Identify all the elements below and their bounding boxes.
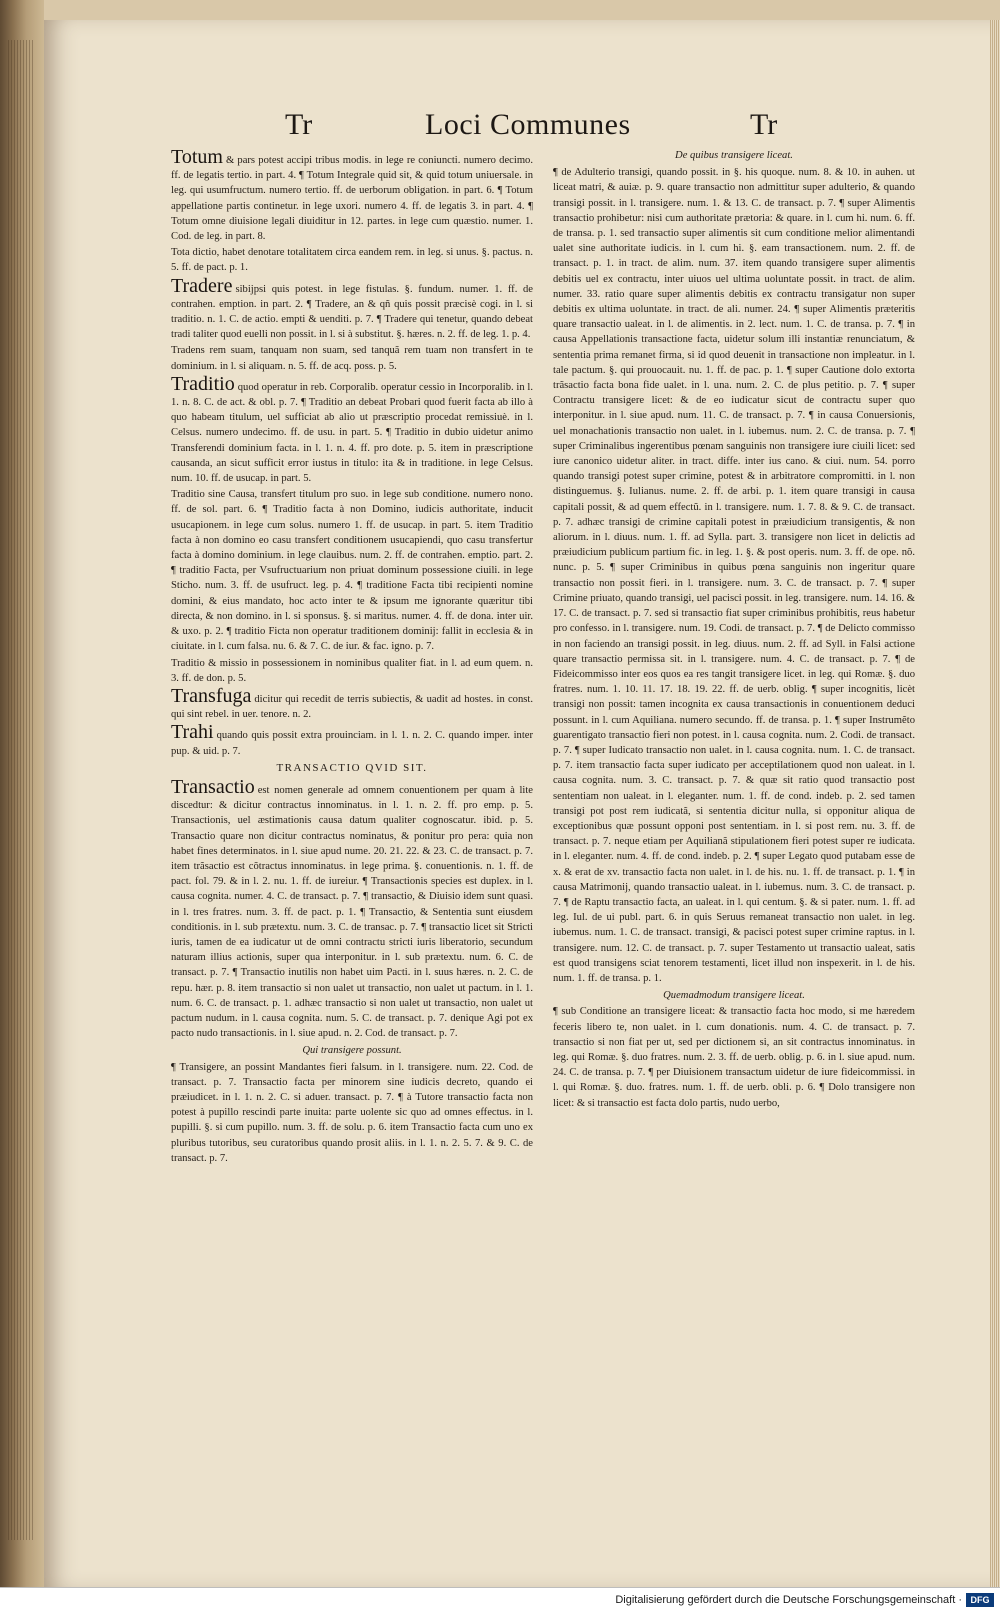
entry-headword: Traditio [171, 372, 235, 395]
left-text-column [171, 148, 533, 1278]
index-entry [171, 775, 533, 1041]
entry-text: sibijpsi quis potest. in lege fistulas. §. fundum. numer. 1. ff. de contrahen. emption. in part. 2. ¶ Tradere, an & qñ quis possit præcisè cogi. in l. si traditio. n. 1. C. de actio. empti & uenditi. p. 7. ¶ Tradere qui tenetur, quando debeat tradi taliter quod euelli non possit. in l. si à substitut. §. hæres. n. 2. ff. de leg. 1. p. 4. [171, 283, 533, 341]
index-entry [553, 1004, 915, 1110]
entry-headword: Tradere [171, 274, 233, 297]
entry-text: ¶ Transigere, an possint Mandantes fieri falsum. in l. transigere. num. 22. Cod. de transact. p. 7. Transactio facta per minorem sine iudicis decreto, quando ei præiudicet. in l. 1. n. 2. C. si aduer. transact. p. 7. ¶ à Tutore transactio facta non potest à pupillo rescindi parte inuita: parte uolente sic quo ad omnes effectus. in l. pupilli. §. si cum pupillo. num. 3. ff. de solu. p. 6. item Transactio facta cum uno ex pluribus tutoribus, seu curatoribus quando prosit aliis. in l. 1. n. 2. 5. 7. & 9. C. de transact. p. 7. [171, 1061, 533, 1164]
dfg-logo: DFG [966, 1593, 994, 1607]
entry-text: quando quis possit extra prouinciam. in l. 1. n. 2. C. quando imper. inter pup. & uid. p. 7. [171, 730, 533, 757]
entry-text: Tota dictio, habet denotare totalitatem circa eandem rem. in leg. si unus. §. pactus. n. 5. ff. de pact. p. 1. [171, 247, 533, 274]
entry-text: Traditio & missio in possessionem in nominibus qualiter fiat. in l. ad eum quem. n. 3. ff. de don. p. 5. [171, 657, 533, 684]
right-subheading-1: De quibus transigere liceat. [675, 150, 793, 161]
entry-text: ¶ de Adulterio transigi, quando possit. in §. his quoque. num. 8. & 10. in auhen. ut liceat matri, & auiæ. p. 9. quare transactio non admittitur super adulterio, & quando transigi possit. in l. transigere. num. 1. & 13. C. de transact. p. 7. ¶ super Alimentis transactio prohibetur: nisi cum authoritate prætoria: & quare. in l. cum hi. num. 6. ff. de transa. p. 1. sed transactio super alimentis sit cum conditione melior alimentandi ualet sine authoritate iudicis. in l. cum hi. §. eam transactionem. num. 2. ff. de transact. p. 1. in tract. de alim. num. 37. item quando transigere super alimentis debitis uel ex contractu, inter uiuos uel ultima uoluntate possit. in tract. de alim. numer. 33. ratio quare super alimentis debitis ex contractu transigatur non super debitis ex ultima uoluntate. in tract. de ali. numer. 24. ¶ super Alimentis præteritis quare transactio ualeat. in l. de alimentis. in 2. lect. num. 1. C. de transa. p. 7. ¶ in causa Appellationis transactione facta, uidetur solum illi instantiæ renunciatum, & sententia prima remanet firma, si id quod deuenit in transactione non impleatur. in l. tale pactum. §. qui prouocauit. nu. 1. ff. de pac. p. 1. ¶ super Cautione dolo extorta trãsactio facta bona fide ualet. in l. una. num. 2. C. de plus petitio. p. 7. ¶ super Contractu transigere licet: & de eo iudicatur sicut de contractu super quo interponitur. in l. siue apud. num. 11. C. de transact. p. 7. ¶ in causa Conuersionis, uel monachationis transactio non ualet. in l. iubemus. num. 2. C. de transa. p. 7. ¶ super Criminalibus ingerentibus pœnam sanguinis non transigere iure ciuili licet: sed iure canonico uidetur aliter. in tract. diffe. inter ius cano. & ciui. num. 54. porro quando transigi potest super crimine, potest & in arbitratore compromitti. in l. non distinguemus. §. Iulianus. nume. 2. ff. de arbi. p. 1. item quare transigi in causa capitali possit, & ad quem effectũ. in l. transigere. num. 1. 7. 8. & 9. C. de transact. p. 7. adhæc transigi de crimine capitali potest in præiudicium transigentis, & non aliorum. in l. diuus. num. 1. ff. ad Sylla. part. 3. transigere non licet in delictis ad præiudicium publicum partium fic. in leg. 1. §. & post operis. num. 3. ff. de ope. nõ. nunc. p. 5. ¶ super Criminibus in quibus pœna sanguinis non ingeritur quare transactio non possit fieri. in l. transigere. num. 3. C. de transact. p. 7. ¶ super Crimine priuato, quando transigi, uel pacisci possit. in leg. transigere. num. 14. 16. & 17. C. de transact. p. 7. sed si transactio fiat super criminibus prohibitis, reus habetur pro confesso. in l. transigere. num. 19. Codi. de transact. p. 7. ¶ de Delicto commisso in non faciendo an transigi possit. in leg. diuus. num. 2. ff. ad Syll. in Falsi actione quare transactio permissa sit. in l. transigere. num. 4. C. de transact. p. 7. ¶ de Fideicommisso inter eos quos ea res tangit transigere licet. in leg. qui Romæ. §. duo fratres. num. 1. 10. 11. 17. 18. 19. 22. ff. de uerb. oblig. ¶ super incognitis, licèt transigi non possit: tamen incognita ex causa transactionis in conuentionem deduci possunt. in l. cum Aquiliana. numero secundo. ff. de transa. p. 1. ¶ super Instrumẽto guarentigato transactio fieri non potest. in l. causa cognita. num. 2. Codi. de transact. p. 7. ¶ super Iudicato transactio non ualet. in l. causa cognita. num. 1. C. de transact. p. 7. item transactio facta super iudicato per acceptilationem quod non ualeat. in l. causa cognita. num. 3. C. transact. p. 7. & quæ sit ratio quod transactio post sententiam non ualeat. in l. eleganter. num. 1. ff. de cond. indeb. p. 2. sed tamen transigi pot post rem iudicatã, si sententia dicitur nulla, si opponitur aliqua de exceptionibus quæ possunt opponi post sententiam. in l. si post rem. nu. 3. ff. de transact. p. 7. neque etiam per Aquilianã stipulationem fieri potest super re iudicata. in l. eleganter. num. 4. ff. de cond. indeb. p. 2. ¶ super Legato quod putabam esse de x. & erat de xv. transactio facta non ualet. in l. de his. nu. 1. ff. de transact. p. 1. ¶ in causa Matrimonij, quando transactio ualeat. in l. iubemus. num. 3. C. de transact. p. 7. ¶ de Raptu transactio facta, an ualeat. in l. qui centum. §. & si pater. num. 1. ff. ad leg. Iul. de ui publ. part. 6. in quis Seruus remaneat transactio non ualet. in leg. iubemus. num. 1. C. de transact. transigi, & pacisci potest super crimine raptus. in l. transigere. num. 12. C. de transact. p. 7. super Testamento ut transactio ualeat, satis est quod transigens sciat tenorem testamenti, licet illud non inspexerit. in l. de his. num. 1. ff. de transa. p. 1. [553, 167, 915, 984]
index-entry [171, 148, 533, 244]
index-entry [171, 684, 533, 722]
right-text-column [553, 148, 915, 1278]
entry-headword: Trahi [171, 721, 214, 744]
index-entry [171, 723, 533, 758]
index-entry [553, 165, 915, 986]
left-entries-part-3 [171, 1060, 533, 1166]
running-head-title: Loci Communes [425, 108, 631, 141]
entry-text: Tradens rem suam, tanquam non suam, sed tanquã rem tuam non transfert in te dominium. in l. si aliquam. n. 5. ff. de acq. poss. p. 5. [171, 345, 533, 372]
entry-text: quod operatur in reb. Corporalib. operatur cessio in Incorporalib. in l. 1. n. 8. C. de act. & obl. p. 7. ¶ Traditio an debeat Probari quod fuerit facta ab illo à quo habeam titulum, uel sufficiat ab alio ut præscriptio procedat remissiuè. in l. Celsus. numero undecimo. ff. de usu. in part. 5. ¶ Traditio in dubio uidetur animo Transferendi dominium facta. in l. 1. n. 4. ff. pro dote. p. 5. item in præscriptione causanda, an sicut sufficit error iustus in titulo: ita & in traditione. in lege Celsus. num. 10. ff. de usucap. in part. 5. [171, 381, 533, 485]
entry-text: est nomen generale ad omnem conuentionem per quam à lite discedtur: & dicitur contractus innominatus. in l. 1. n. 2. ff. pro emp. p. 5. Transactionis, uel æstimationis causa datum qualiter cognoscatur. ibid. p. 5. Transactio quare non dicitur contractus nominatus, & ponitur pro pera: quia non habet fines determinatos. in l. siue apud nume. 20. 21. 22. & 23. C. de transact. p. 7. item trãsactio est cõtractus innominatus. in lege prima. §. conuentionis. n. 1. ff. de pact. fol. 79. & in l. 2. nu. 1. ff. de iureiur. ¶ Transactionis species est duplex. in l. causa cognita. numer. 4. C. de transact. p. 7. ¶ transactio, & Diuisio idem sunt quasi. in l. tres fratres. num. 3. ff. de pact. p. 1. ¶ Transactio, & Sententia sunt eiusdem conditionis. in l. sub prætextu. num. 3. C. de transac. p. 7. ¶ transactio licet sit Stricti iuris, tamen de ea iudicatur ut de omni contractu stricti iuris liberatorio, secundum naturam illius actionis, super qua interponitur. in l. sub prætextu. num. 6. C. de transact. p. 7. ¶ Transactio inutilis non habet uim Pacti. in l. suus hæres. n. 2. C. de repu. hær. p. 8. item transactio si non ualet ut transactio, non ualet ut pactum. in l. 1. num. 6. C. de transact. p. 1. adhæc transactio si non ualet ut transactio, non ualet ut pactum nudum. in l. causa cognita. num. 5. C. de transact. p. 7. denique Agi pot ex pacto nudo transactionis. in l. siue apud. n. 2. Cod. de transact. p. 7. [171, 784, 533, 1040]
index-entry [171, 372, 533, 486]
entry-text: dicitur qui recedit de terris subiectis, & uadit ad hostes. in const. qui sint rebel. in uer. tenore. n. 2. [171, 693, 533, 721]
footer-credit: Digitalisierung gefördert durch die Deutsche Forschungsgemeinschaft · [615, 1594, 962, 1606]
entry-headword: Transfuga [171, 684, 252, 707]
index-entry [171, 1060, 533, 1166]
index-entry [171, 274, 533, 343]
index-entry [171, 343, 533, 373]
running-head [120, 90, 820, 140]
digitization-footer [0, 1587, 1000, 1614]
index-entry [171, 656, 533, 686]
entry-headword: Transactio [171, 775, 255, 798]
page-fore-edge [990, 20, 1000, 1588]
left-subheading: Qui transigere possunt. [302, 1045, 402, 1057]
entry-text: & pars potest accipi tribus modis. in lege re coniuncti. numero decimo. ff. de legatis tertio. in part. 4. ¶ Totum Integrale quid sit, & quid totum uniuersale. in leg. qui usumfructum. numero tertio. ff. de uerborum obligation. in part. 6. ¶ Totum appellatione partis continetur. in lege uxori. numero 4. ff. de legatis 3. in part. 4. ¶ Totum omne diuisione legali diuiditur in 12. partes. in lege cum quæstio. numer. 1. Cod. de leg. in part. 8. [171, 155, 533, 243]
book-spine [0, 0, 44, 1588]
section-title: TRANSACTIO QVID SIT. [276, 761, 428, 774]
left-entries-part-1 [171, 148, 533, 759]
running-head-right: Tr [750, 108, 778, 141]
index-entry [171, 487, 533, 654]
left-entries-part-2 [171, 775, 533, 1041]
right-entries-part-1 [553, 165, 915, 986]
right-entries-part-2 [553, 1004, 915, 1110]
index-entry [171, 245, 533, 275]
right-subheading-2: Quemadmodum transigere liceat. [663, 990, 805, 1002]
entry-headword: Totum [171, 148, 223, 168]
entry-text: Traditio sine Causa, transfert titulum pro suo. in lege sub conditione. numero nono. ff. de sol. part. 6. ¶ Traditio facta à non Domino, iudicis authoritate, inducit usucapionem. in lege cum solus. numero 1. ff. de usucap. in part. 5. item Traditio facta à non domino eo casu transfert conditionem usucapiendi, quo casu transfertur facta à domino dominium. in lege clauibus. num. 2. ff. de contrahen. emptio. part. 2. ¶ traditio Facta, per Vsufructuarium non priuat dominum possessione ciuili. in lege Sticho. num. 3. ff. de usufruct. leg. p. 4. ¶ traditione Facta tibi recipienti nomine domini, & eius mandato, hoc acto inter te & ipsum me ignorante quæritur tibi directa, & non domino. in l. si sponsus. §. si maritus. numer. 4. ff. de dona. inter uir. & uxo. p. 2. ¶ traditio Ficta non operatur traditionem dominij: fallit in ecclesia & in ciuitate. in l. cum falsa. nu. 6. & 7. C. de iur. & fac. igno. p. 7. [171, 489, 533, 653]
entry-text: ¶ sub Conditione an transigere liceat: & transactio facta hoc modo, si me hæredem feceris libero te, non ualet. in l. cum donationis. num. 4. C. de transact. p. 7. transactio si non fiat per ut, sed per dictionem si, an sit contractus innominatus. in leg. qui Romæ. §. duo fratres. num. 2. 3. ff. de uerb. oblig. p. 6. in l. siue apud. num. 24. C. de transa. p. 7. ¶ per Diuisionem transactum uidetur de iure fideicommissi. in l. qui Romæ. §. duo. fratres. num. 1. ff. de uerb. obli. p. 6. ¶ Dolo transigere non licet: & si transactio est facta dolo partis, nudo uerbo, [553, 1006, 915, 1109]
running-head-left: Tr [285, 108, 313, 141]
